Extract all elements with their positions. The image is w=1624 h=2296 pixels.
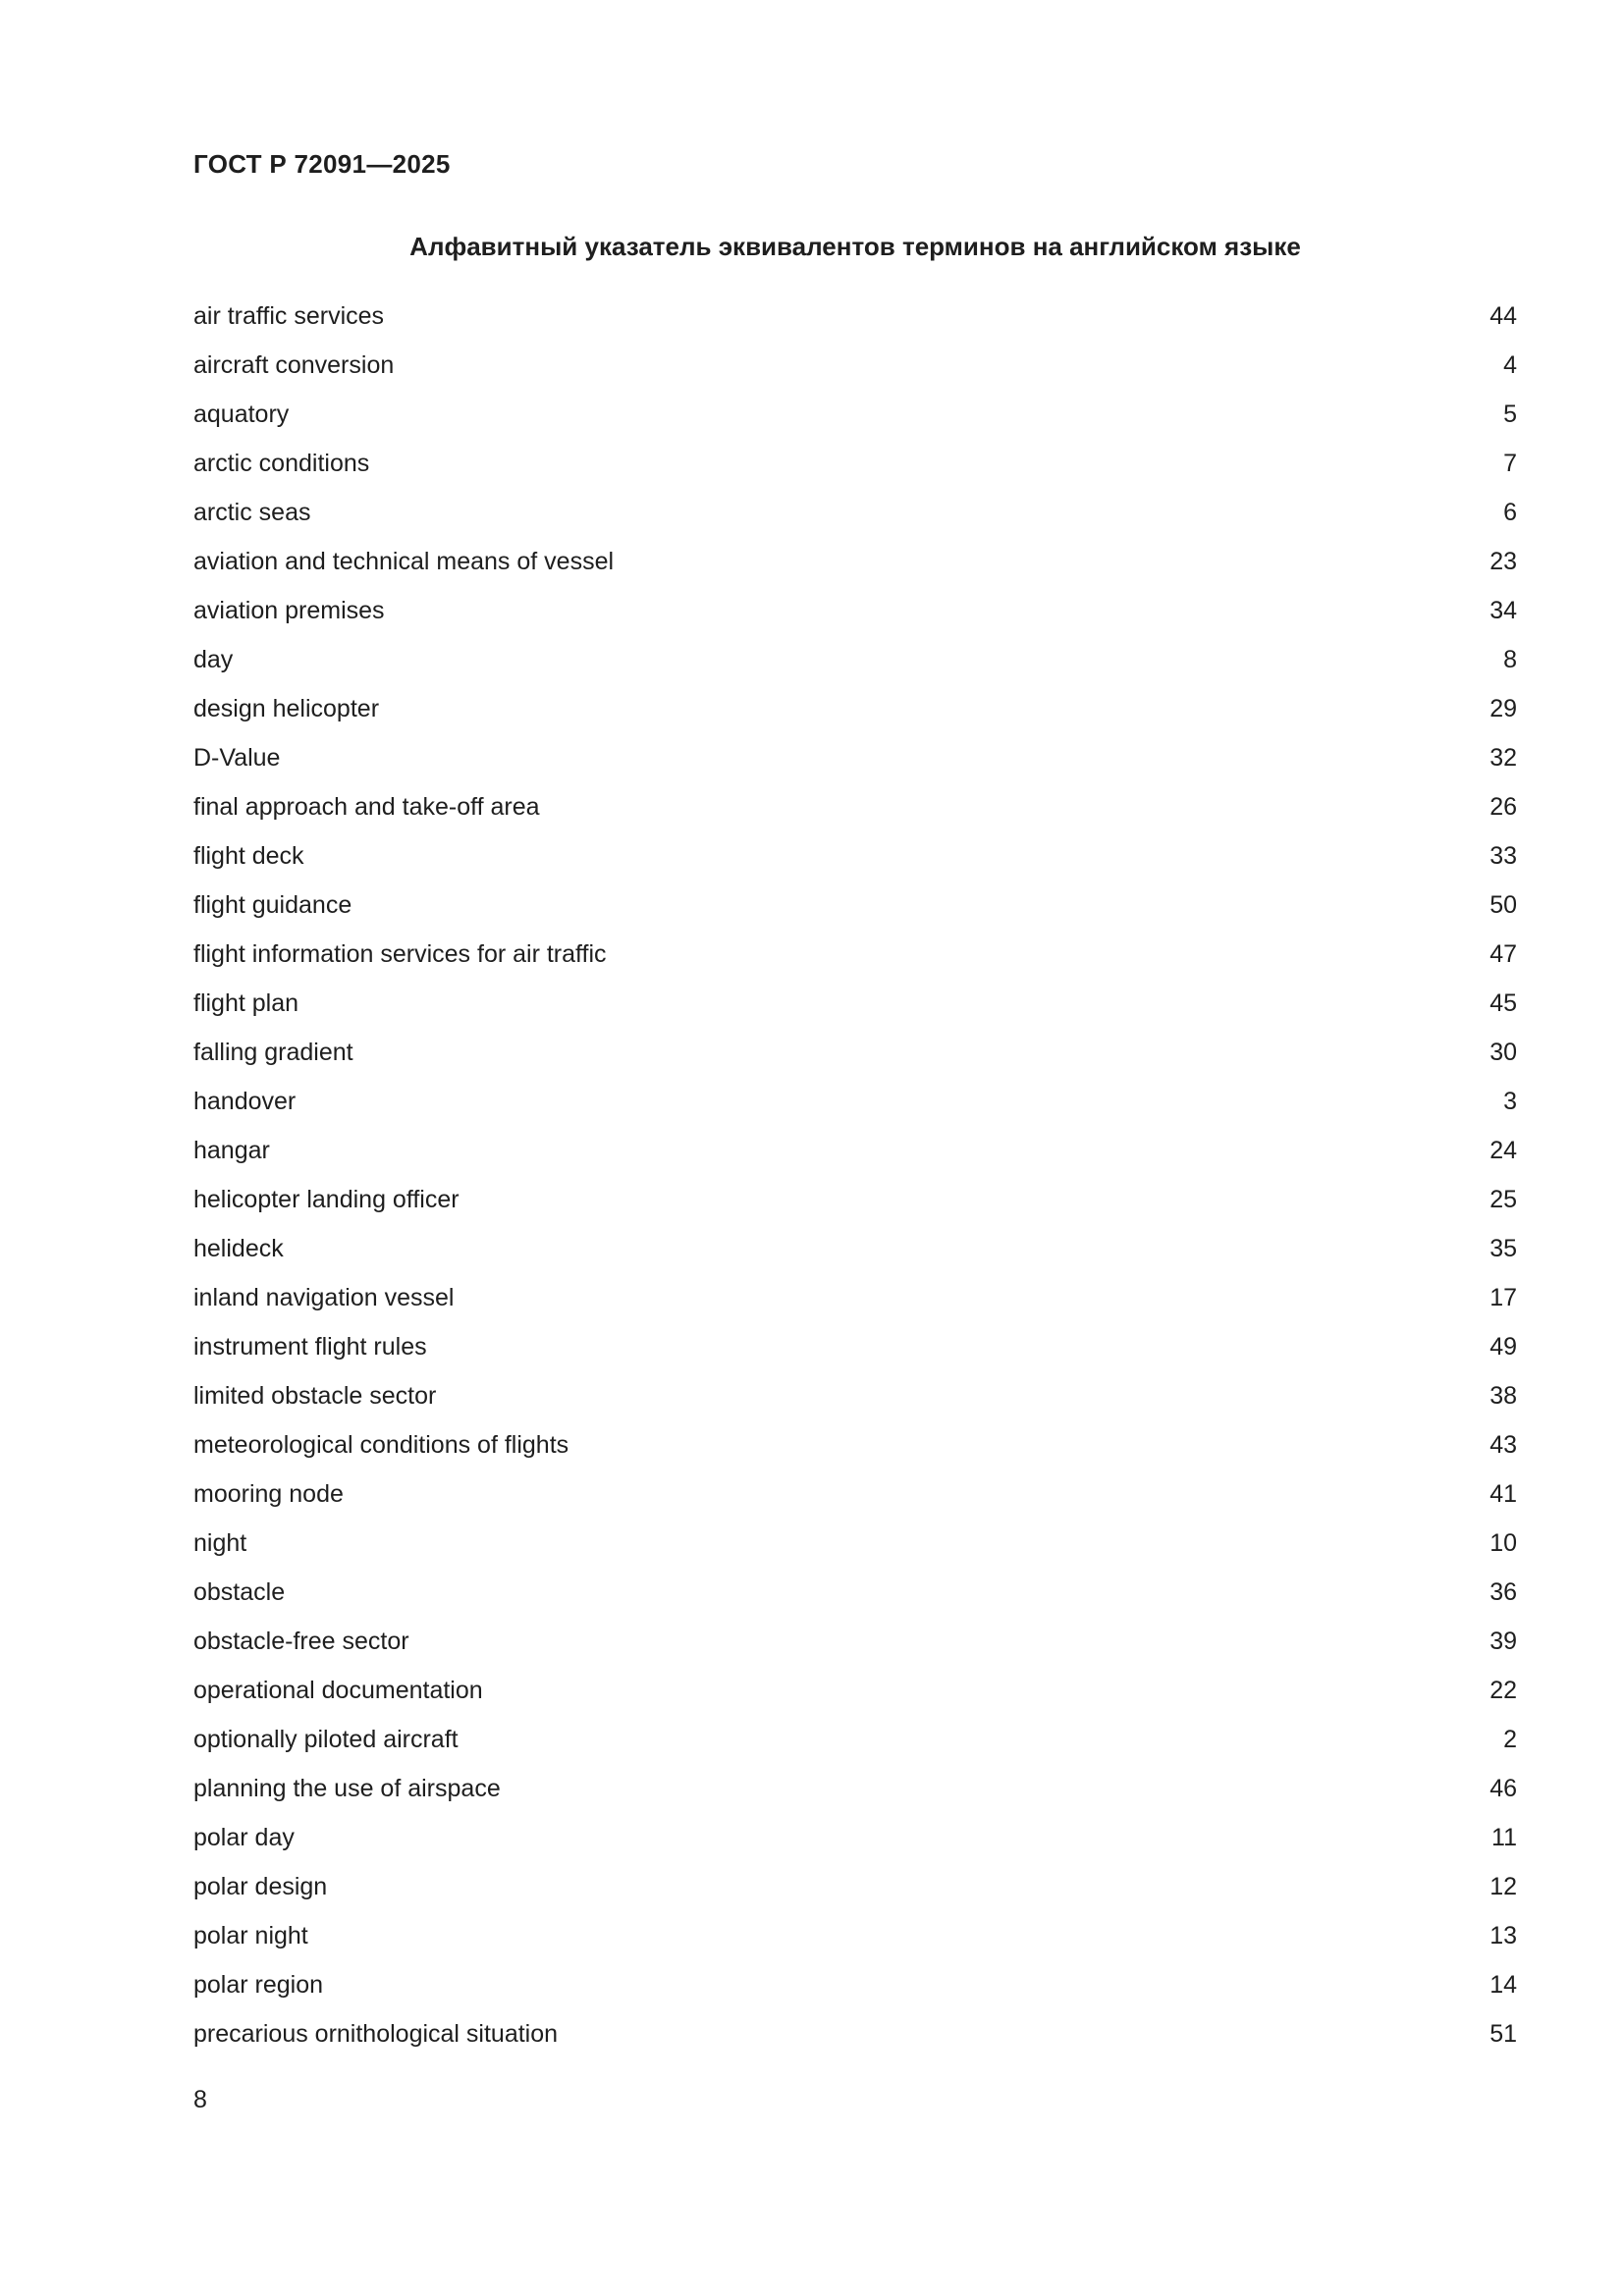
index-entry <box>193 643 1517 692</box>
index-term-number: 30 <box>1489 1039 1517 1066</box>
index-term: mooring node <box>193 1480 344 1508</box>
index-term-number: 44 <box>1489 302 1517 330</box>
index-term: night <box>193 1529 247 1557</box>
index-entry <box>193 1821 1517 1870</box>
index-term-number: 29 <box>1489 695 1517 722</box>
index-entry <box>193 1281 1517 1330</box>
index-term: planning the use of airspace <box>193 1775 501 1802</box>
index-entry <box>193 1428 1517 1477</box>
index-term-number: 12 <box>1489 1873 1517 1900</box>
index-entry <box>193 1526 1517 1575</box>
index-entry <box>193 692 1517 741</box>
index-entry <box>193 348 1517 398</box>
index-entry <box>193 937 1517 987</box>
index-entry <box>193 1036 1517 1085</box>
index-entry <box>193 1870 1517 1919</box>
index-term: flight plan <box>193 989 299 1017</box>
index-term-number: 35 <box>1489 1235 1517 1262</box>
index-term-number: 34 <box>1489 597 1517 624</box>
index-term-number: 39 <box>1489 1628 1517 1655</box>
index-term-number: 2 <box>1503 1726 1517 1753</box>
index-entry <box>193 1232 1517 1281</box>
term-index-list <box>193 299 1517 2066</box>
index-entry <box>193 299 1517 348</box>
index-entry <box>193 1183 1517 1232</box>
index-term: day <box>193 646 234 673</box>
index-entry <box>193 987 1517 1036</box>
index-term: aviation and technical means of vessel <box>193 548 615 575</box>
index-term-number: 50 <box>1489 891 1517 919</box>
index-term-number: 41 <box>1489 1480 1517 1508</box>
index-term: polar region <box>193 1971 324 1999</box>
index-term-number: 22 <box>1489 1677 1517 1704</box>
index-term-number: 32 <box>1489 744 1517 772</box>
index-entry <box>193 741 1517 790</box>
index-term: arctic seas <box>193 499 311 526</box>
index-entry <box>193 1919 1517 1968</box>
index-term: flight guidance <box>193 891 352 919</box>
index-term-number: 36 <box>1489 1578 1517 1606</box>
index-term: polar night <box>193 1922 308 1949</box>
index-term-number: 7 <box>1503 450 1517 477</box>
index-term-number: 4 <box>1503 351 1517 379</box>
index-entry <box>193 1625 1517 1674</box>
index-term: arctic conditions <box>193 450 370 477</box>
index-term-number: 24 <box>1489 1137 1517 1164</box>
index-term-number: 17 <box>1489 1284 1517 1311</box>
index-term: aviation premises <box>193 597 385 624</box>
index-term: aquatory <box>193 400 290 428</box>
index-entry <box>193 594 1517 643</box>
index-entry <box>193 1477 1517 1526</box>
index-entry <box>193 790 1517 839</box>
index-term: obstacle <box>193 1578 286 1606</box>
index-term-number: 11 <box>1491 1824 1517 1851</box>
index-entry <box>193 1134 1517 1183</box>
index-term: polar design <box>193 1873 328 1900</box>
index-entry <box>193 545 1517 594</box>
index-entry <box>193 2017 1517 2066</box>
index-term-number: 38 <box>1489 1382 1517 1410</box>
index-term-number: 3 <box>1503 1088 1517 1115</box>
index-term: hangar <box>193 1137 270 1164</box>
index-term: polar day <box>193 1824 295 1851</box>
index-term-number: 5 <box>1503 400 1517 428</box>
page-number: 8 <box>193 2086 207 2113</box>
index-term: air traffic services <box>193 302 385 330</box>
index-term-number: 6 <box>1503 499 1517 526</box>
index-term: flight information services for air traffic <box>193 940 607 968</box>
index-term: inland navigation vessel <box>193 1284 455 1311</box>
index-entry <box>193 447 1517 496</box>
document-code: ГОСТ Р 72091—2025 <box>193 149 451 179</box>
index-term-number: 33 <box>1489 842 1517 870</box>
index-term: optionally piloted aircraft <box>193 1726 459 1753</box>
index-entry <box>193 1723 1517 1772</box>
index-term: limited obstacle sector <box>193 1382 437 1410</box>
index-term-number: 47 <box>1489 940 1517 968</box>
index-entry <box>193 1330 1517 1379</box>
index-term: helicopter landing officer <box>193 1186 460 1213</box>
index-term: operational documentation <box>193 1677 483 1704</box>
index-term-number: 46 <box>1489 1775 1517 1802</box>
index-term-number: 43 <box>1489 1431 1517 1459</box>
index-term-number: 8 <box>1503 646 1517 673</box>
index-term-number: 49 <box>1489 1333 1517 1361</box>
index-entry <box>193 1968 1517 2017</box>
index-term: instrument flight rules <box>193 1333 427 1361</box>
index-term: aircraft conversion <box>193 351 395 379</box>
index-title: Алфавитный указатель эквивалентов терминов на английском языке <box>409 232 1301 261</box>
index-term-number: 10 <box>1489 1529 1517 1557</box>
index-term-number: 13 <box>1489 1922 1517 1949</box>
index-term: handover <box>193 1088 297 1115</box>
index-entry <box>193 1772 1517 1821</box>
index-entry <box>193 1085 1517 1134</box>
index-term-number: 14 <box>1489 1971 1517 1999</box>
index-entry <box>193 496 1517 545</box>
index-term: design helicopter <box>193 695 380 722</box>
index-term-number: 23 <box>1489 548 1517 575</box>
index-term: falling gradient <box>193 1039 353 1066</box>
index-term-number: 26 <box>1489 793 1517 821</box>
index-term-number: 25 <box>1489 1186 1517 1213</box>
index-term: obstacle-free sector <box>193 1628 409 1655</box>
index-entry <box>193 888 1517 937</box>
index-entry <box>193 398 1517 447</box>
index-entry <box>193 839 1517 888</box>
index-term-number: 51 <box>1489 2020 1517 2048</box>
index-term: D-Value <box>193 744 281 772</box>
index-term-number: 45 <box>1489 989 1517 1017</box>
index-entry <box>193 1379 1517 1428</box>
index-term: precarious ornithological situation <box>193 2020 559 2048</box>
index-term: final approach and take-off area <box>193 793 540 821</box>
index-entry <box>193 1575 1517 1625</box>
index-entry <box>193 1674 1517 1723</box>
index-term: flight deck <box>193 842 304 870</box>
index-term: meteorological conditions of flights <box>193 1431 569 1459</box>
index-term: helideck <box>193 1235 284 1262</box>
